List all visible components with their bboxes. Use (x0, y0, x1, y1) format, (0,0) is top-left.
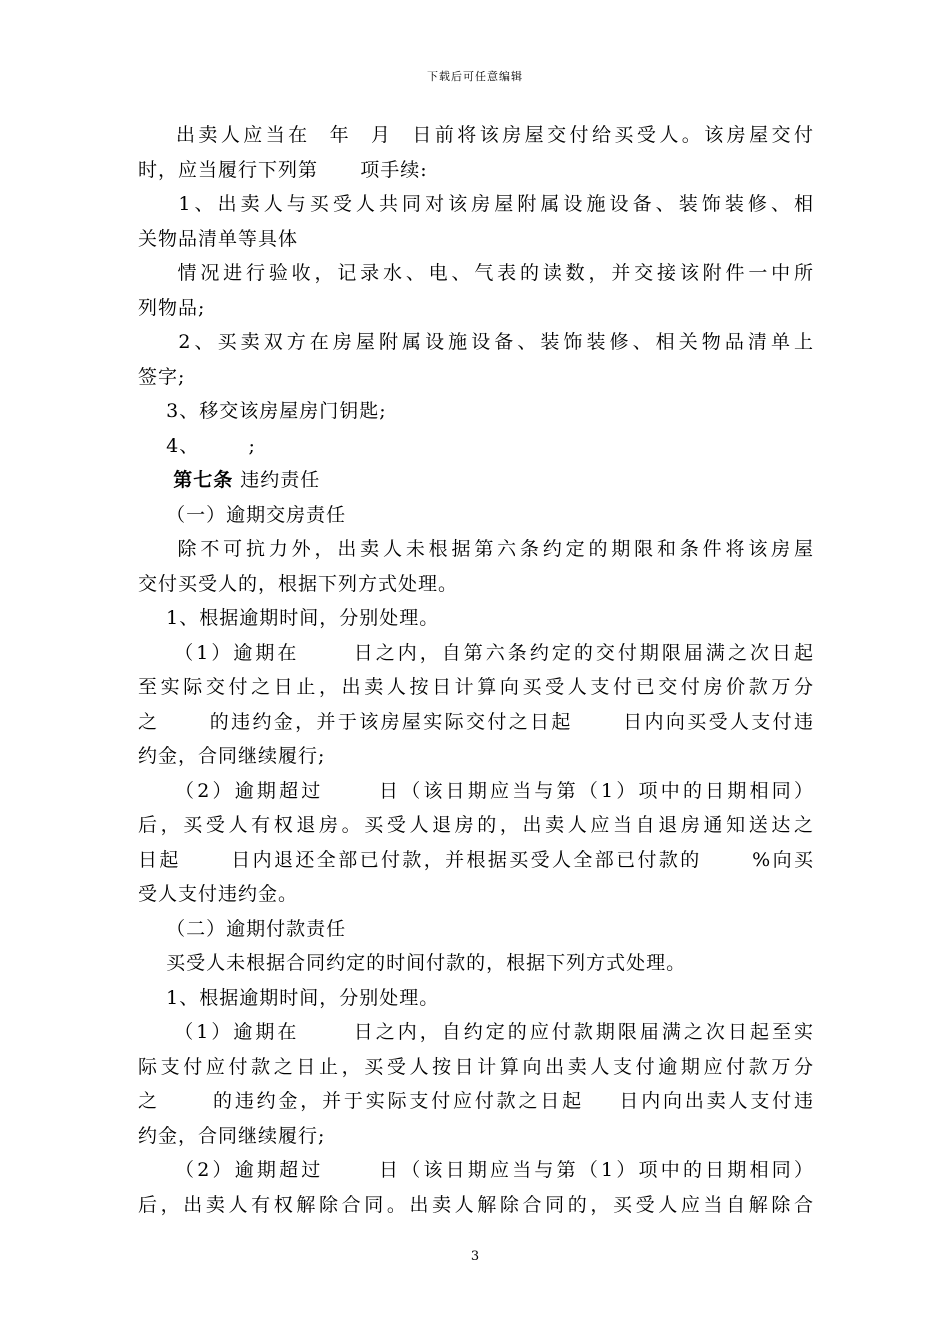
text-line: 除不可抗力外，出卖人未根据第六条约定的期限和条件将该房屋 (138, 538, 814, 560)
text-line: 交付买受人的，根据下列方式处理。 (138, 572, 459, 595)
text-line: 时，应当履行下列第 项手续: (138, 158, 428, 181)
text-line: 至实际交付之日止，出卖人按日计算向买受人支付已交付房价款万分 (138, 676, 814, 698)
text-line: 1、根据逾期时间，分别处理。 (138, 986, 440, 1009)
text-line: 1、出卖人与买受人共同对该房屋附属设施设备、装饰装修、相 (138, 193, 814, 215)
text-line: 后，买受人有权退房。买受人退房的，出卖人应当自退房通知送达之 (138, 814, 814, 836)
article-heading: 第七条 (173, 469, 234, 491)
text-line: 关物品清单等具体 (138, 227, 299, 250)
text-line: 际支付应付款之日止，买受人按日计算向出卖人支付逾期应付款万分 (138, 1055, 814, 1078)
text-line: 之 的违约金，并于该房屋实际交付之日起 日内向买受人支付违 (138, 710, 814, 733)
text-line: 列物品; (138, 296, 206, 319)
document-body (138, 118, 814, 1222)
text-line: 签字; (138, 365, 186, 388)
text-line: 4、 ; (138, 434, 256, 457)
text-line: 出卖人应当在 年 月 日前将该房屋交付给买受人。该房屋交付 (138, 124, 814, 146)
text-line: 3、移交该房屋房门钥匙; (138, 400, 387, 422)
page-number: 3 (470, 1249, 480, 1264)
article-title: 违约责任 (233, 469, 321, 491)
text-line: （2）逾期超过 日（该日期应当与第（1）项中的日期相同） (138, 1159, 814, 1181)
text-line: 买受人未根据合同约定的时间付款的，根据下列方式处理。 (138, 952, 687, 974)
text-line: 后，出卖人有权解除合同。出卖人解除合同的，买受人应当自解除合 (138, 1193, 814, 1216)
text-line: 1、根据逾期时间，分别处理。 (138, 607, 440, 629)
text-line: 情况进行验收，记录水、电、气表的读数，并交接该附件一中所 (138, 262, 814, 284)
text-line: 2、买卖双方在房屋附属设施设备、装饰装修、相关物品清单上 (138, 331, 814, 353)
text-line: 受人支付违约金。 (138, 883, 299, 905)
text-line: （一）逾期交房责任 (138, 503, 347, 526)
text-line: （1）逾期在 日之内，自约定的应付款期限届满之次日起至实 (138, 1021, 814, 1043)
text-line: （2）逾期超过 日（该日期应当与第（1）项中的日期相同） (138, 779, 814, 802)
text-line: 日起 日内退还全部已付款，并根据买受人全部已付款的 %向买 (138, 848, 814, 871)
text-line: 约金，合同继续履行; (138, 1124, 326, 1147)
text-line: 之 的违约金，并于实际支付应付款之日起 日内向出卖人支付违 (138, 1090, 814, 1112)
text-line: （1）逾期在 日之内，自第六条约定的交付期限届满之次日起 (138, 641, 814, 664)
page-header: 下载后可任意编辑 (427, 70, 523, 83)
text-line (138, 463, 814, 498)
text-line: 约金，合同继续履行; (138, 745, 326, 767)
text-line: （二）逾期付款责任 (138, 917, 347, 940)
